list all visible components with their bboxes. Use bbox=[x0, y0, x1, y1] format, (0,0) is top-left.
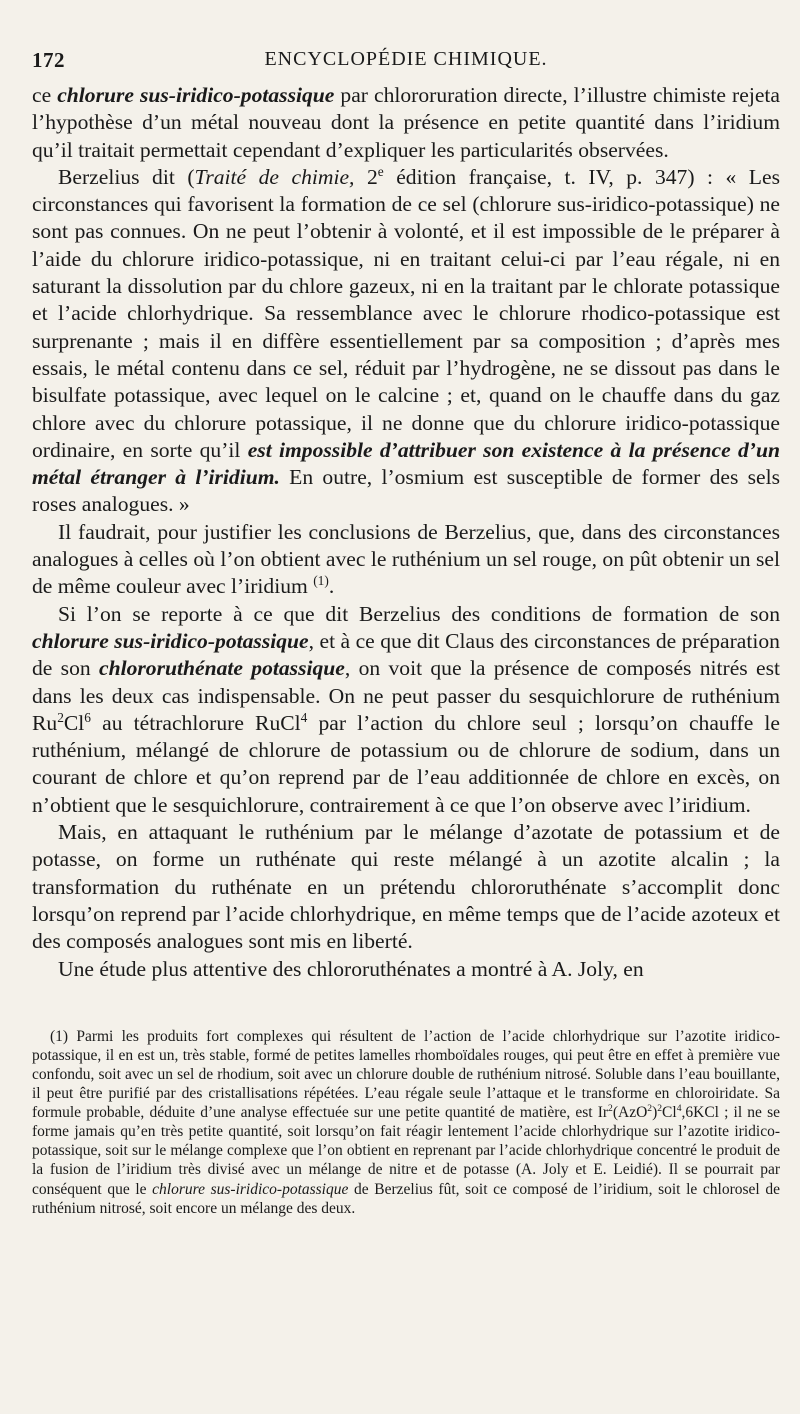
body-text bbox=[32, 82, 780, 983]
superscript: 2 bbox=[657, 1103, 663, 1115]
page-number: 172 bbox=[32, 48, 65, 72]
emphasis-text: chlorure sus-iridico-potassique bbox=[32, 628, 309, 653]
text-run: édition française, t. IV, p. 347) : « Les circonstances qui favorisent la formation de ce sel (chlorure sus-iridico-potassique) ne sont pas connues. On ne peut l’obtenir à volonté, et il est impossible de le préparer à l’aide du chlorure iridico-potassique, ni en traitant celui-ci par l’eau régale, ni en saturant la dissolution par du chlore gazeux, ni en la traitant par le chlorate potassique et l’acide chlorhydrique. Sa ressemblance avec le chlorure rhodico-potassique est surprenante ; mais il en diffère essentiellement par sa composition ; d’après mes essais, le métal contenu dans ce sel, réduit par l’hydrogène, ne se dissout pas dans le bisulfate potassique, avec lequel on le calcine ; et, quand on le chauffe dans du gaz chlore avec du chlorure potassique, il ne donne que du chlorure iridico-potassique ordinaire, en sorte qu’il bbox=[32, 164, 780, 462]
text-run: ce bbox=[32, 83, 58, 107]
italic-text: Traité de chimie, bbox=[194, 164, 355, 189]
text-run: 2 bbox=[354, 164, 378, 189]
text-run: , on voit que la présence de composés nitrés est dans les deux cas indispensable. On ne peut passer du sesquichlorure de ruthénium Ru bbox=[32, 656, 780, 735]
text-run: (AzO bbox=[612, 1104, 648, 1122]
superscript: 2 bbox=[57, 709, 64, 725]
superscript: 2 bbox=[608, 1103, 613, 1115]
text-run: Cl bbox=[662, 1104, 677, 1122]
text-run: Berzelius dit ( bbox=[58, 164, 195, 189]
superscript: e bbox=[377, 163, 384, 179]
text-run: ) bbox=[652, 1104, 658, 1122]
superscript: 6 bbox=[84, 709, 91, 725]
emphasis-text: est impossible d’attribuer son existence à la présence d’un métal étranger à l’iridium. bbox=[32, 437, 780, 490]
text-run: par chlororuration directe, l’illustre chimiste rejeta l’hypothèse d’un métal nouveau dont la présence en petite quantité dans l’iridium qu’il traitait permettait cependant d’expliquer les particularités observées. bbox=[32, 83, 780, 162]
text-run: Cl bbox=[63, 710, 85, 735]
superscript: (1) bbox=[313, 573, 329, 589]
text-run: ,6KCl ; il ne se forme jamais qu’en très petite quantité, soit lorsqu’on fait réagir lentement l’acide chlorhydrique sur l’azotite iridico-potassique, soit sur le mélange complexe que l’on obtient en reprenant par l’acide chlorhydrique concentré le produit de la fusion de l’iridium très divisé avec un mélange de nitre et de potasse (A. Joly et E. Leidié). Il se pourrait par conséquent que le bbox=[32, 1104, 780, 1198]
superscript: 4 bbox=[676, 1103, 682, 1115]
italic-text: chlorure sus-iridico-potassique bbox=[152, 1180, 349, 1198]
paragraph bbox=[32, 164, 780, 519]
text-run: Si l’on se reporte à ce que dit Berzelius des conditions de formation de son bbox=[58, 601, 780, 626]
paragraph bbox=[32, 82, 780, 164]
superscript: 4 bbox=[300, 709, 308, 725]
page-header bbox=[32, 48, 780, 82]
text-run: Il faudrait, pour justifier les conclusions de Berzelius, que, dans des circonstances analogues à celles où l’on obtient avec le ruthénium un sel rouge, on pût obtenir un sel de même couleur avec l’iridium bbox=[32, 519, 780, 599]
paragraph bbox=[32, 601, 780, 819]
paragraph bbox=[32, 519, 780, 601]
text-run: Une étude plus attentive des chlororuthénates a montré à A. Joly, en bbox=[58, 956, 644, 981]
text-run: au tétrachlorure RuCl bbox=[90, 710, 301, 735]
footnotes bbox=[32, 1027, 780, 1218]
paragraph bbox=[32, 819, 780, 955]
text-run: de Berzelius fût, soit ce composé de l’iridium, soit le chlorosel de ruthénium nitrosé, soit encore un mélange des deux. bbox=[32, 1180, 780, 1217]
superscript: 2 bbox=[647, 1103, 653, 1115]
footnote bbox=[32, 1027, 780, 1218]
paragraph bbox=[32, 956, 780, 983]
text-run: (1) Parmi les produits fort complexes qui résultent de l’action de l’acide chlorhydrique sur l’azotite iridico-potassique, il en est un, très stable, formé de petites lamelles rhomboïdales rouges, qui peut être en effet à première vue confondu, soit avec un sel de rhodium, soit avec un chlorure double de ruthénium nitrosé. Soluble dans l’eau bouillante, il peut être purifié par des cristallisations répétées. L’eau régale seule l’attaque et le transforme en chloroiridate. Sa formule probable, déduite d’une analyse effectuée sur une petite quantité de matière, est Ir bbox=[32, 1027, 780, 1122]
text-run: par l’action du chlore seul ; lorsqu’on chauffe le ruthénium, mélangé de chlorure de potassium ou de chlorure de sodium, dans un courant de chlore et qu’on reprend par de l’eau additionnée de chlore en excès, on n’obtient que le sesquichlorure, contrairement à ce que l’on observe avec l’iridium. bbox=[32, 710, 780, 817]
emphasis-text: chlororuthénate potassique bbox=[99, 656, 345, 681]
running-title: ENCYCLOPÉDIE CHIMIQUE. bbox=[264, 48, 548, 70]
emphasis-text: chlorure sus-iridico-potassique bbox=[57, 83, 335, 107]
text-run: Mais, en attaquant le ruthénium par le mélange d’azotate de potassium et de potasse, on forme un ruthénate qui reste mélangé à un azotite alcalin ; la transformation du ruthénate en un prétendu chlororuthénate s’accomplit donc lorsqu’on reprend par l’acide chlorhydrique, en même temps que de l’acide azoteux et des composés analogues sont mis en liberté. bbox=[32, 820, 780, 954]
text-run: . bbox=[328, 574, 335, 599]
text-run: En outre, l’osmium est susceptible de former des sels roses analogues. » bbox=[32, 465, 780, 517]
text-run: , et à ce que dit Claus des circonstances de préparation de son bbox=[32, 628, 780, 681]
